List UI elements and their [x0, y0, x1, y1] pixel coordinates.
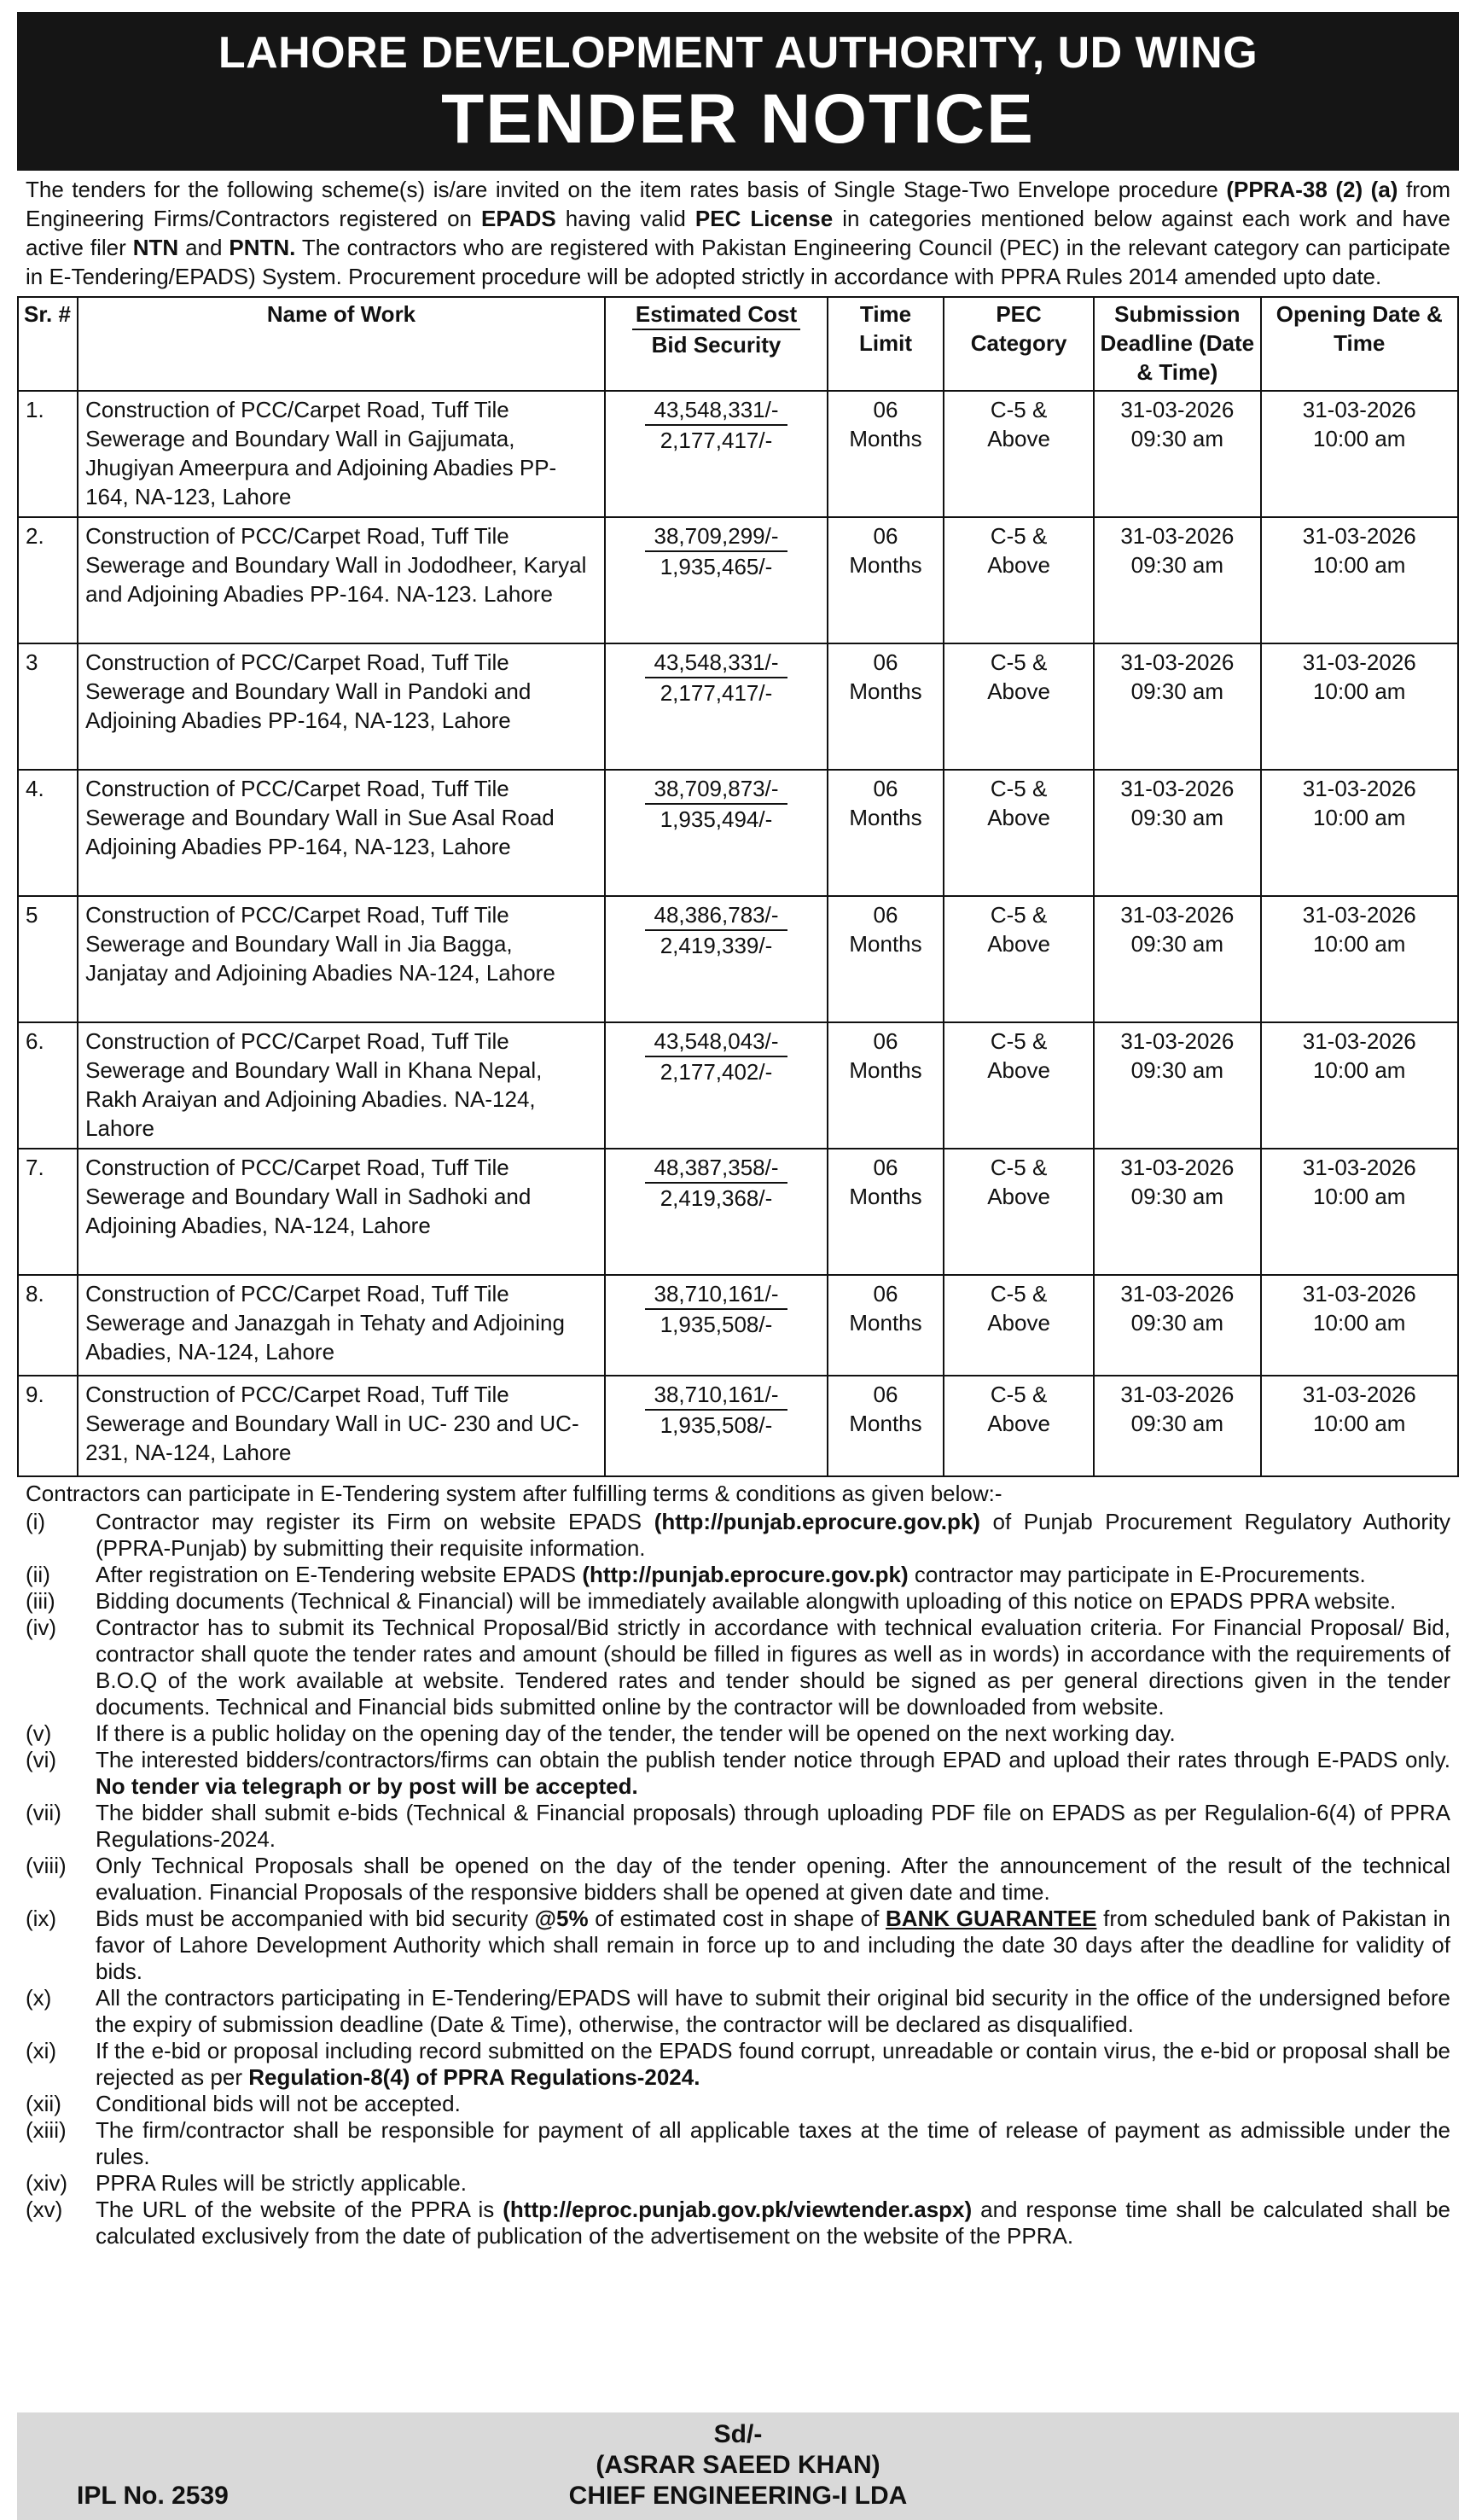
bid-security: 1,935,494/- [660, 806, 773, 832]
term-text-a: Conditional bids will not be accepted. [96, 2091, 461, 2116]
pec-category: C-5 & [990, 902, 1048, 928]
opening-date: 31-03-2026 [1302, 1382, 1416, 1407]
cell-submission [1094, 770, 1260, 896]
term-text-a: PPRA Rules will be strictly applicable. [96, 2170, 467, 2196]
pec-above: Above [987, 426, 1050, 451]
header-time: Time Limit [828, 297, 944, 391]
cell-submission [1094, 896, 1260, 1022]
cell-sr: 2. [18, 517, 78, 643]
term-text-a: Bids must be accompanied with bid security [96, 1906, 535, 1931]
submission-time: 09:30 am [1130, 805, 1224, 830]
term-text-a: All the contractors participating in E-Tendering/EPADS will have to submit their original bid security in the office of the undersigned before the expiry of submission deadline (Date & Time), otherwise, the contractor will be declared as disqualified. [96, 1985, 1450, 2037]
term-text [96, 2038, 1450, 2091]
time-value: 06 [873, 776, 898, 801]
cell-pec [944, 1149, 1094, 1275]
term-text-a: The URL of the website of the PPRA is [96, 2197, 503, 2222]
cell-opening [1261, 391, 1459, 517]
term-number: (iv) [26, 1615, 57, 1640]
opening-date: 31-03-2026 [1302, 1155, 1416, 1180]
time-value: 06 [873, 1281, 898, 1307]
header-work: Name of Work [78, 297, 605, 391]
opening-date: 31-03-2026 [1302, 523, 1416, 549]
terms-list [26, 1509, 1450, 2249]
signature-footer [17, 2412, 1459, 2520]
opening-time: 10:00 am [1313, 552, 1406, 578]
header-cost-bottom: Bid Security [651, 332, 782, 358]
cell-time [828, 643, 944, 770]
pec-category: C-5 & [990, 776, 1048, 801]
opening-time: 10:00 am [1313, 426, 1406, 451]
estimated-cost: 43,548,331/- [645, 395, 787, 426]
cell-sr: 6. [18, 1022, 78, 1149]
cell-cost [605, 1275, 828, 1376]
cell-pec [944, 1022, 1094, 1149]
submission-date: 31-03-2026 [1120, 1281, 1235, 1307]
time-value: 06 [873, 649, 898, 675]
term-number: (v) [26, 1720, 52, 1746]
notice-header [17, 12, 1459, 171]
term-text-d: BANK GUARANTEE [886, 1906, 1097, 1931]
submission-date: 31-03-2026 [1120, 1028, 1235, 1054]
opening-time: 10:00 am [1313, 1057, 1406, 1083]
term-number: (viii) [26, 1853, 67, 1878]
term-text-a: If the e-bid or proposal including record submitted on the EPADS found corrupt, unreadable or contain virus, the e-bid or proposal shall be rejected as per [96, 2038, 1450, 2090]
term-item [26, 1853, 1450, 1906]
cell-sr: 8. [18, 1275, 78, 1376]
table-row [18, 770, 1458, 896]
term-text [96, 1853, 1450, 1906]
bid-security: 2,177,402/- [660, 1059, 773, 1085]
term-number: (vii) [26, 1800, 61, 1825]
estimated-cost: 48,386,783/- [645, 900, 787, 931]
term-text-c: of Punjab Procurement Regulatory Authority (PPRA-Punjab) by submitting their requisite information. [96, 1509, 1450, 1561]
cell-opening [1261, 896, 1459, 1022]
cell-pec [944, 391, 1094, 517]
signatory-name: (ASRAR SAEED KHAN) [596, 2451, 880, 2479]
term-item [26, 1562, 1450, 1588]
term-text-b: No tender via telegraph or by post will be accepted. [96, 1773, 638, 1799]
cell-submission [1094, 1376, 1260, 1476]
cell-submission [1094, 643, 1260, 770]
cell-pec [944, 517, 1094, 643]
pec-category: C-5 & [990, 649, 1048, 675]
pec-above: Above [987, 1310, 1050, 1336]
term-text-a: If there is a public holiday on the opening day of the tender, the tender will be opened on the next working day. [96, 1720, 1176, 1746]
cell-sr: 9. [18, 1376, 78, 1476]
cell-sr: 1. [18, 391, 78, 517]
cell-cost [605, 1149, 828, 1275]
time-unit: Months [849, 678, 922, 704]
cell-work: Construction of PCC/Carpet Road, Tuff Tile Sewerage and Boundary Wall in Jododheer, Karyal and Adjoining Abadies PP-164. NA-123. Lahore [78, 517, 605, 643]
header-sr: Sr. # [18, 297, 78, 391]
term-item [26, 2197, 1450, 2249]
cell-sr: 5 [18, 896, 78, 1022]
cell-submission [1094, 391, 1260, 517]
cell-submission [1094, 517, 1260, 643]
term-number: (ix) [26, 1906, 57, 1931]
cell-opening [1261, 1022, 1459, 1149]
term-number: (vi) [26, 1747, 57, 1772]
opening-date: 31-03-2026 [1302, 649, 1416, 675]
intro-text: The contractors who are registered with Pakistan Engineering Council (PEC) in the relevant category can participate in E-Tendering/EPADS) System. Procurement procedure will be adopted strictly in accordance with PPRA Rules 2014 amended upto date. [26, 235, 1450, 289]
pec-above: Above [987, 931, 1050, 957]
bid-security: 1,935,508/- [660, 1312, 773, 1337]
opening-time: 10:00 am [1313, 1411, 1406, 1436]
intro-text: The tenders for the following scheme(s) is/are invited on the item rates basis of Single Stage-Two Envelope procedure [26, 177, 1227, 202]
term-item [26, 2038, 1450, 2091]
time-value: 06 [873, 1155, 898, 1180]
submission-date: 31-03-2026 [1120, 1382, 1235, 1407]
pec-category: C-5 & [990, 1155, 1048, 1180]
term-text [96, 1985, 1450, 2038]
estimated-cost: 38,710,161/- [645, 1279, 787, 1310]
term-item [26, 1747, 1450, 1800]
time-value: 06 [873, 397, 898, 422]
header-pec: PEC Category [944, 297, 1094, 391]
ipl-number: IPL No. 2539 [77, 2482, 229, 2510]
bid-security: 1,935,508/- [660, 1412, 773, 1438]
cell-opening [1261, 770, 1459, 896]
term-item [26, 1906, 1450, 1985]
cell-work: Construction of PCC/Carpet Road, Tuff Tile Sewerage and Boundary Wall in UC- 230 and UC-231, NA-124, Lahore [78, 1376, 605, 1476]
table-row [18, 1275, 1458, 1376]
cell-work: Construction of PCC/Carpet Road, Tuff Tile Sewerage and Janazgah in Tehaty and Adjoining Abadies, NA-124, Lahore [78, 1275, 605, 1376]
cell-time [828, 517, 944, 643]
cell-work: Construction of PCC/Carpet Road, Tuff Tile Sewerage and Boundary Wall in Pandoki and Adjoining Abadies PP-164, NA-123, Lahore [78, 643, 605, 770]
term-item [26, 1985, 1450, 2038]
term-text-b: @5% [534, 1906, 589, 1931]
cell-time [828, 1022, 944, 1149]
table-row [18, 1149, 1458, 1275]
term-number: (xiii) [26, 2117, 67, 2143]
time-unit: Months [849, 1184, 922, 1209]
pec-category: C-5 & [990, 1281, 1048, 1307]
intro-bold: PEC License [694, 206, 834, 231]
cell-cost [605, 1376, 828, 1476]
organization-name: LAHORE DEVELOPMENT AUTHORITY, UD WING [218, 28, 1258, 78]
cell-cost [605, 1022, 828, 1149]
estimated-cost: 38,710,161/- [645, 1380, 787, 1411]
term-text [96, 1800, 1450, 1853]
pec-above: Above [987, 678, 1050, 704]
bid-security: 1,935,465/- [660, 554, 773, 579]
term-item [26, 2091, 1450, 2117]
cell-submission [1094, 1149, 1260, 1275]
cell-cost [605, 643, 828, 770]
pec-category: C-5 & [990, 1028, 1048, 1054]
bid-security: 2,177,417/- [660, 428, 773, 453]
opening-date: 31-03-2026 [1302, 1281, 1416, 1307]
term-text [96, 2117, 1450, 2170]
intro-bold: PNTN. [229, 235, 296, 260]
cell-work: Construction of PCC/Carpet Road, Tuff Tile Sewerage and Boundary Wall in Khana Nepal, Rakh Araiyan and Adjoining Abadies. NA-124, Lahore [78, 1022, 605, 1149]
estimated-cost: 48,387,358/- [645, 1153, 787, 1184]
term-text-a: Bidding documents (Technical & Financial) will be immediately available alongwith uploading of this notice on EPADS PPRA website. [96, 1588, 1397, 1614]
submission-time: 09:30 am [1130, 1057, 1224, 1083]
opening-time: 10:00 am [1313, 1184, 1406, 1209]
term-text-c: and response time shall be calculated shall be calculated exclusively from the date of publication of the advertisement on the website of the PPRA. [96, 2197, 1450, 2249]
intro-bold: EPADS [481, 206, 556, 231]
cell-cost [605, 391, 828, 517]
intro-text: in categories mentioned below against each work and have active filer [26, 206, 1450, 260]
term-number: (xv) [26, 2197, 63, 2222]
term-text [96, 1906, 1450, 1985]
cell-opening [1261, 1376, 1459, 1476]
term-text [96, 2091, 1450, 2117]
opening-time: 10:00 am [1313, 805, 1406, 830]
term-item [26, 1720, 1450, 1747]
cell-work: Construction of PCC/Carpet Road, Tuff Tile Sewerage and Boundary Wall in Gajjumata, Jhugiyan Ameerpura and Adjoining Abadies PP-164, NA-123, Lahore [78, 391, 605, 517]
cell-submission [1094, 1022, 1260, 1149]
cell-pec [944, 643, 1094, 770]
signature-sd: Sd/- [713, 2420, 763, 2448]
cell-pec [944, 770, 1094, 896]
table-row [18, 1022, 1458, 1149]
term-text [96, 1588, 1450, 1615]
term-number: (xii) [26, 2091, 61, 2116]
pec-above: Above [987, 1057, 1050, 1083]
intro-paragraph [17, 171, 1459, 291]
term-text-a: Only Technical Proposals shall be opened on the day of the tender opening. After the announcement of the result of the technical evaluation. Financial Proposals of the responsive bidders shall be opened at given date and time. [96, 1853, 1450, 1905]
pec-above: Above [987, 1411, 1050, 1436]
term-text [96, 1562, 1450, 1588]
term-item [26, 1509, 1450, 1562]
term-number: (x) [26, 1985, 52, 2011]
cell-opening [1261, 643, 1459, 770]
intro-text: from Engineering Firms/Contractors registered on [26, 177, 1450, 231]
cell-opening [1261, 517, 1459, 643]
term-text [96, 2170, 1450, 2197]
term-text-a: The firm/contractor shall be responsible for payment of all applicable taxes at the time of release of payment as admissible under the rules. [96, 2117, 1450, 2169]
intro-text: and [178, 235, 230, 260]
time-unit: Months [849, 426, 922, 451]
pec-above: Above [987, 552, 1050, 578]
cell-cost [605, 770, 828, 896]
cell-sr: 7. [18, 1149, 78, 1275]
term-text [96, 2197, 1450, 2249]
term-text-c: contractor may participate in E-Procurements. [908, 1562, 1366, 1587]
term-item [26, 2117, 1450, 2170]
term-text-c: of estimated cost in shape of [588, 1906, 886, 1931]
cell-time [828, 391, 944, 517]
pec-above: Above [987, 1184, 1050, 1209]
tender-table [17, 296, 1459, 1477]
submission-time: 09:30 am [1130, 426, 1224, 451]
term-text-b: (http://eproc.punjab.gov.pk/viewtender.aspx) [503, 2197, 973, 2222]
header-cost [605, 297, 828, 391]
time-value: 06 [873, 1028, 898, 1054]
notice-title: TENDER NOTICE [441, 80, 1035, 158]
signatory-designation: CHIEF ENGINEERING-I LDA [568, 2482, 908, 2510]
opening-time: 10:00 am [1313, 1310, 1406, 1336]
opening-date: 31-03-2026 [1302, 776, 1416, 801]
cell-cost [605, 517, 828, 643]
pec-category: C-5 & [990, 397, 1048, 422]
pec-category: C-5 & [990, 1382, 1048, 1407]
term-text-a: Contractor may register its Firm on website EPADS [96, 1509, 654, 1534]
submission-time: 09:30 am [1130, 1411, 1224, 1436]
term-text-b: Regulation-8(4) of PPRA Regulations-2024. [248, 2064, 700, 2090]
term-text-a: The bidder shall submit e-bids (Technical & Financial proposals) through uploading PDF file on EPADS as per Regulalion-6(4) of PPRA Regulations-2024. [96, 1800, 1450, 1852]
estimated-cost: 43,548,043/- [645, 1027, 787, 1057]
pec-above: Above [987, 805, 1050, 830]
submission-date: 31-03-2026 [1120, 397, 1235, 422]
table-row [18, 1376, 1458, 1476]
signature-block [17, 2419, 1459, 2511]
header-opening: Opening Date & Time [1261, 297, 1459, 391]
time-unit: Months [849, 1411, 922, 1436]
estimated-cost: 43,548,331/- [645, 648, 787, 678]
submission-date: 31-03-2026 [1120, 902, 1235, 928]
term-number: (i) [26, 1509, 46, 1534]
term-item [26, 1588, 1450, 1615]
bid-security: 2,419,368/- [660, 1185, 773, 1211]
cell-time [828, 1275, 944, 1376]
bid-security: 2,419,339/- [660, 933, 773, 958]
term-item [26, 1800, 1450, 1853]
term-text-a: The interested bidders/contractors/firms can obtain the publish tender notice through EPAD and upload their rates through E-PADS only. [96, 1747, 1450, 1772]
term-item [26, 2170, 1450, 2197]
cell-work: Construction of PCC/Carpet Road, Tuff Tile Sewerage and Boundary Wall in Jia Bagga, Janjatay and Adjoining Abadies NA-124, Lahore [78, 896, 605, 1022]
table-row [18, 896, 1458, 1022]
tender-notice-page [0, 12, 1476, 2520]
term-text-e: from scheduled bank of Pakistan in favor of Lahore Development Authority which shall remain in force up to and including the date 30 days after the deadline for validity of bids. [96, 1906, 1450, 1984]
cell-time [828, 1376, 944, 1476]
table-row [18, 517, 1458, 643]
term-text [96, 1615, 1450, 1720]
term-text-b: (http://punjab.eprocure.gov.pk) [582, 1562, 909, 1587]
opening-time: 10:00 am [1313, 678, 1406, 704]
bid-security: 2,177,417/- [660, 680, 773, 706]
opening-date: 31-03-2026 [1302, 902, 1416, 928]
estimated-cost: 38,709,299/- [645, 521, 787, 552]
cell-time [828, 1149, 944, 1275]
estimated-cost: 38,709,873/- [645, 774, 787, 805]
cell-cost [605, 896, 828, 1022]
table-row [18, 391, 1458, 517]
term-text-a: After registration on E-Tendering website EPADS [96, 1562, 583, 1587]
submission-date: 31-03-2026 [1120, 649, 1235, 675]
cell-work: Construction of PCC/Carpet Road, Tuff Tile Sewerage and Boundary Wall in Sue Asal Road Adjoining Abadies PP-164, NA-123, Lahore [78, 770, 605, 896]
opening-date: 31-03-2026 [1302, 397, 1416, 422]
table-header-row [18, 297, 1458, 391]
term-number: (iii) [26, 1588, 55, 1614]
submission-date: 31-03-2026 [1120, 523, 1235, 549]
submission-time: 09:30 am [1130, 678, 1224, 704]
term-text-b: (http://punjab.eprocure.gov.pk) [654, 1509, 980, 1534]
term-text [96, 1509, 1450, 1562]
intro-bold: NTN [132, 235, 179, 260]
submission-time: 09:30 am [1130, 931, 1224, 957]
submission-date: 31-03-2026 [1120, 776, 1235, 801]
cell-work: Construction of PCC/Carpet Road, Tuff Tile Sewerage and Boundary Wall in Sadhoki and Adjoining Abadies, NA-124, Lahore [78, 1149, 605, 1275]
cell-time [828, 896, 944, 1022]
cell-opening [1261, 1275, 1459, 1376]
cell-pec [944, 896, 1094, 1022]
time-unit: Months [849, 1310, 922, 1336]
cell-submission [1094, 1275, 1260, 1376]
term-text [96, 1747, 1450, 1800]
time-unit: Months [849, 805, 922, 830]
time-unit: Months [849, 931, 922, 957]
cell-pec [944, 1376, 1094, 1476]
time-unit: Months [849, 1057, 922, 1083]
time-value: 06 [873, 1382, 898, 1407]
term-item [26, 1615, 1450, 1720]
cell-sr: 4. [18, 770, 78, 896]
opening-date: 31-03-2026 [1302, 1028, 1416, 1054]
tender-rows [18, 391, 1458, 1476]
time-value: 06 [873, 902, 898, 928]
opening-time: 10:00 am [1313, 931, 1406, 957]
time-value: 06 [873, 523, 898, 549]
submission-time: 09:30 am [1130, 1184, 1224, 1209]
header-submission: Submission Deadline (Date & Time) [1094, 297, 1260, 391]
terms-lead: Contractors can participate in E-Tendering system after fulfilling terms & conditions as given below:- [26, 1481, 1002, 1506]
term-text [96, 1720, 1450, 1747]
term-number: (xiv) [26, 2170, 68, 2196]
pec-category: C-5 & [990, 523, 1048, 549]
submission-time: 09:30 am [1130, 552, 1224, 578]
term-number: (xi) [26, 2038, 57, 2063]
term-number: (ii) [26, 1562, 50, 1587]
intro-bold: (PPRA-38 (2) (a) [1226, 177, 1398, 202]
time-unit: Months [849, 552, 922, 578]
terms-section [17, 1477, 1459, 2249]
cell-sr: 3 [18, 643, 78, 770]
cell-pec [944, 1275, 1094, 1376]
header-cost-top: Estimated Cost [632, 300, 800, 330]
table-row [18, 643, 1458, 770]
cell-time [828, 770, 944, 896]
submission-date: 31-03-2026 [1120, 1155, 1235, 1180]
cell-opening [1261, 1149, 1459, 1275]
intro-text: having valid [555, 206, 695, 231]
term-text-a: Contractor has to submit its Technical Proposal/Bid strictly in accordance with technical evaluation criteria. For Financial Proposal/ Bid, contractor shall quote the tender rates and amount (should be filled in figures as well as in words) in accordance with the requirements of B.O.Q of the work available at website. Tendered rates and tender should be signed as per general directions given in the tender documents. Technical and Financial bids submitted online by the contractor will be downloaded from website. [96, 1615, 1450, 1720]
submission-time: 09:30 am [1130, 1310, 1224, 1336]
